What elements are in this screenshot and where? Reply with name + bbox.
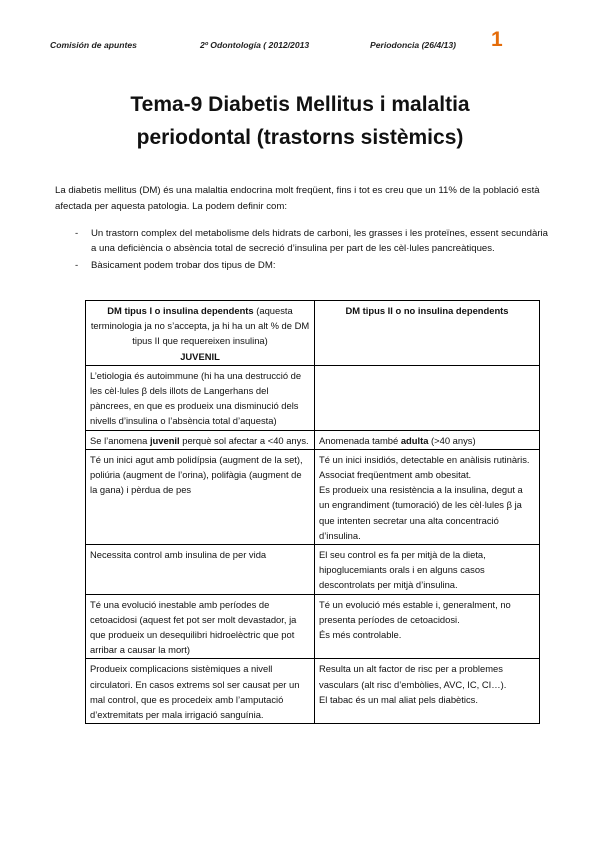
text: Té un evolució més estable i, generalment, no presenta períodes de cetoacidosi. — [319, 598, 511, 625]
cell-etiology-dm2 — [315, 365, 540, 430]
header-left: Comisión de apuntes — [50, 40, 137, 50]
table-row — [86, 449, 540, 544]
header-dm2-title: DM tipus II o no insulina dependents — [345, 305, 509, 316]
text: Anomenada també — [319, 434, 401, 446]
text: El tabac és un mal aliat pels diabètics. — [319, 693, 478, 705]
table-row — [86, 545, 540, 595]
intro-paragraph: La diabetis mellitus (DM) és una malaltia endocrina molt freqüent, fins i tot es creu que un 11% de la població està afectada per aquesta patologia. La podem definir com: — [55, 185, 540, 212]
cell-evolution-dm2 — [315, 594, 540, 659]
table-header-row — [86, 301, 540, 366]
cell-etiology-dm1: L’etiologia és autoimmune (hi ha una destrucció de les cèl·lules β dels illots de Langerhans del pàncrees, en que es produeix una disminució dels nivells d’insulina o l’absència total d’aquesta) — [86, 365, 315, 430]
cell-control-dm2: El seu control es fa per mitjà de la dieta, hipoglucemiants orals i en alguns casos descontrolats per mitjà d’insulina. — [315, 545, 540, 595]
text: Associat freqüentment amb obesitat. — [319, 469, 472, 481]
header-dm-type-1 — [86, 301, 315, 366]
text: Té un inici insidiós, detectable en anàlisis rutinàris. — [319, 453, 530, 465]
table-row — [86, 659, 540, 724]
text: Es produeix una resistència a la insulina, degut a un engrandiment (tumoració) de les cèl·lules β ja que intenten secretar una alta concentració d’insulina. — [319, 484, 523, 541]
term-juvenil: juvenil — [149, 434, 180, 446]
term-adulta: adulta — [400, 434, 429, 446]
header-dm1-note: (aquesta terminologia ja no s’accepta, ja hi ha un alt % de DM tipus II que requereixen insulina) — [90, 305, 310, 347]
header-course: 2º Odontología ( 2012/2013 — [200, 40, 310, 50]
page-number: 1 — [491, 28, 503, 51]
header-subject-date: Periodoncia (26/4/13) — [370, 40, 456, 50]
header-dm-type-2 — [315, 301, 540, 366]
list-item: - Bàsicament podem trobar dos tipus de DM: — [75, 260, 276, 271]
list-item-text: Bàsicament podem trobar dos tipus de DM: — [91, 260, 276, 271]
cell-onset-dm2 — [315, 449, 540, 544]
page-title — [0, 88, 600, 154]
table-row — [86, 594, 540, 659]
text: Resulta un alt factor de risc per a problemes vasculars (alt risc d’embòlies, AVC, IC, CI…). — [319, 663, 507, 690]
cell-age-dm1 — [86, 430, 315, 449]
bullet-list — [75, 226, 550, 275]
table-row — [86, 430, 540, 449]
cell-age-dm2 — [315, 430, 540, 449]
header-dm1-title: DM tipus I o insulina dependents — [107, 305, 254, 316]
text: És més controlable. — [319, 629, 402, 641]
title-line-2: periodontal (trastorns sistèmics) — [136, 126, 464, 149]
text: Se l’anomena — [90, 434, 150, 446]
cell-evolution-dm1: Té una evolució inestable amb períodes de cetoacidosi (aquest fet pot ser molt devastador, ja que produeix un desequilibri hidroelèctric que pot arribar a causar la mort) — [86, 594, 315, 659]
cell-complications-dm1: Produeix complicacions sistèmiques a nivell circulatori. En casos extrems sol ser causat per un mal control, que es procedeix amb l’amputació d’extremitats per mala irrigació sanguínia. — [86, 659, 315, 724]
list-item: - Un trastorn complex del metabolisme dels hidrats de carboni, les grasses i les proteïnes, essent secundària a una deficiència o absència total de secreció d’insulina per part de les cèl·lules pancreàtiques. — [75, 228, 548, 254]
cell-complications-dm2 — [315, 659, 540, 724]
header-dm1-tag: JUVENIL — [180, 350, 220, 362]
text: perquè sol afectar a <40 anys. — [179, 434, 309, 446]
cell-control-dm1: Necessita control amb insulina de per vida — [86, 545, 315, 595]
text: (>40 anys) — [428, 434, 476, 446]
dm-comparison-table — [85, 300, 540, 724]
list-item-text: Un trastorn complex del metabolisme dels hidrats de carboni, les grasses i les proteïnes, essent secundària a una deficiència o absència total de secreció d’insulina per part de les cèl·lules pancreàtiques. — [91, 228, 548, 254]
title-line-1: Tema-9 Diabetis Mellitus i malaltia — [130, 93, 470, 116]
table-row — [86, 365, 540, 430]
cell-onset-dm1: Té un inici agut amb polidípsia (augment de la set), poliúria (augment de l’orina), polifàgia (augment de la gana) i pèrdua de pes — [86, 449, 315, 544]
